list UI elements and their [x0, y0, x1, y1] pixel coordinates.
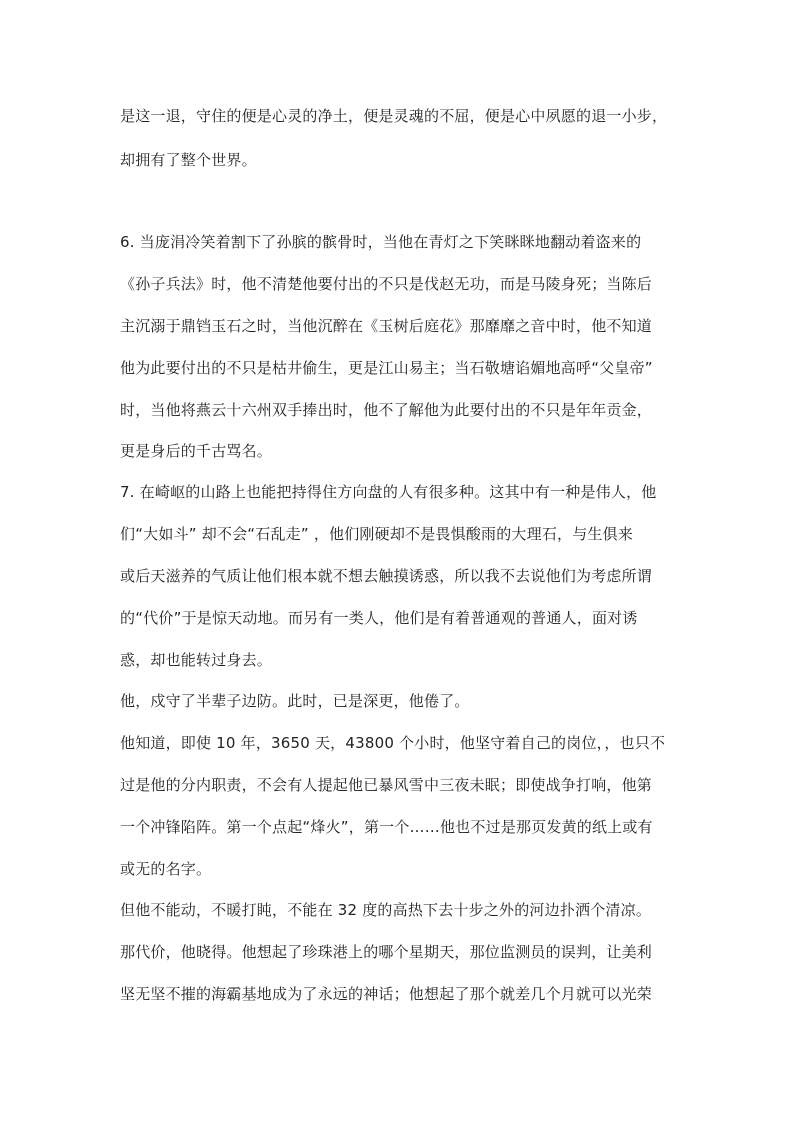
text-line: 主沉溺于鼎铛玉石之时，当他沉醉在《玉树后庭花》那靡靡之音中时，他不知道 [120, 317, 653, 335]
text-line: 他，戍守了半辈子边防。此时，已是深更，他倦了。 [120, 692, 470, 710]
text-line: 那代价，他晓得。他想起了珍珠港上的哪个星期天，那位监测员的误判，让美利 [120, 943, 653, 961]
text-line: 更是身后的千古骂名。 [120, 442, 273, 460]
text-line: 或后天滋养的气质让他们根本就不想去触摸诱惑，所以我不去说他们为考虑所谓 [120, 567, 653, 585]
text-line: 坚无坚不摧的海霸基地成为了永远的神话；他想起了那个就差几个月就可以光荣 [120, 985, 653, 1003]
text-line: 6. 当庞涓冷笑着割下了孙膑的髌骨时，当他在青灯之下笑眯眯地翻动着盗来的 [120, 233, 642, 251]
text-line: 7. 在崎岖的山路上也能把持得住方向盘的人有很多种。这其中有一种是伟人，他 [120, 483, 657, 501]
text-line: 的“代价”于是惊天动地。而另有一类人，他们是有着普通观的普通人，面对诱 [120, 609, 638, 627]
text-line: 《孙子兵法》时，他不清楚他要付出的不只是伐赵无功，而是马陵身死；当陈后 [120, 275, 653, 293]
text-line: 们“大如斗” 却不会“石乱走” ，他们刚硬却不是畏惧酸雨的大理石，与生俱来 [120, 525, 634, 543]
text-line: 惑，却也能转过身去。 [120, 651, 273, 669]
text-line: 时，当他将燕云十六州双手捧出时，他不了解他为此要付出的不只是年年贡金， [120, 401, 653, 419]
text-line: 却拥有了整个世界。 [120, 151, 257, 169]
text-line: 他知道，即使 10 年，3650 天，43800 个小时，他坚守着自己的岗位，，也只不 [120, 734, 666, 752]
text-line: 是这一退，守住的便是心灵的净土，便是灵魂的不屈，便是心中夙愿的退一小步， [120, 107, 668, 125]
text-line: 一个冲锋陷阵。第一个点起“烽火”，第一个……他也不过是那页发黄的纸上或有 [120, 818, 653, 836]
text-line: 或无的名字。 [120, 860, 212, 878]
text-line: 过是他的分内职责，不会有人提起他已暴风雪中三夜未眠；即使战争打响，他第 [120, 776, 653, 794]
text-line: 他为此要付出的不只是枯井偷生，更是江山易主；当石敬塘谄媚地高呼“父皇帝” [120, 359, 653, 377]
text-line: 但他不能动，不暖打盹，不能在 32 度的高热下去十步之外的河边扑洒个清凉。 [120, 901, 652, 919]
